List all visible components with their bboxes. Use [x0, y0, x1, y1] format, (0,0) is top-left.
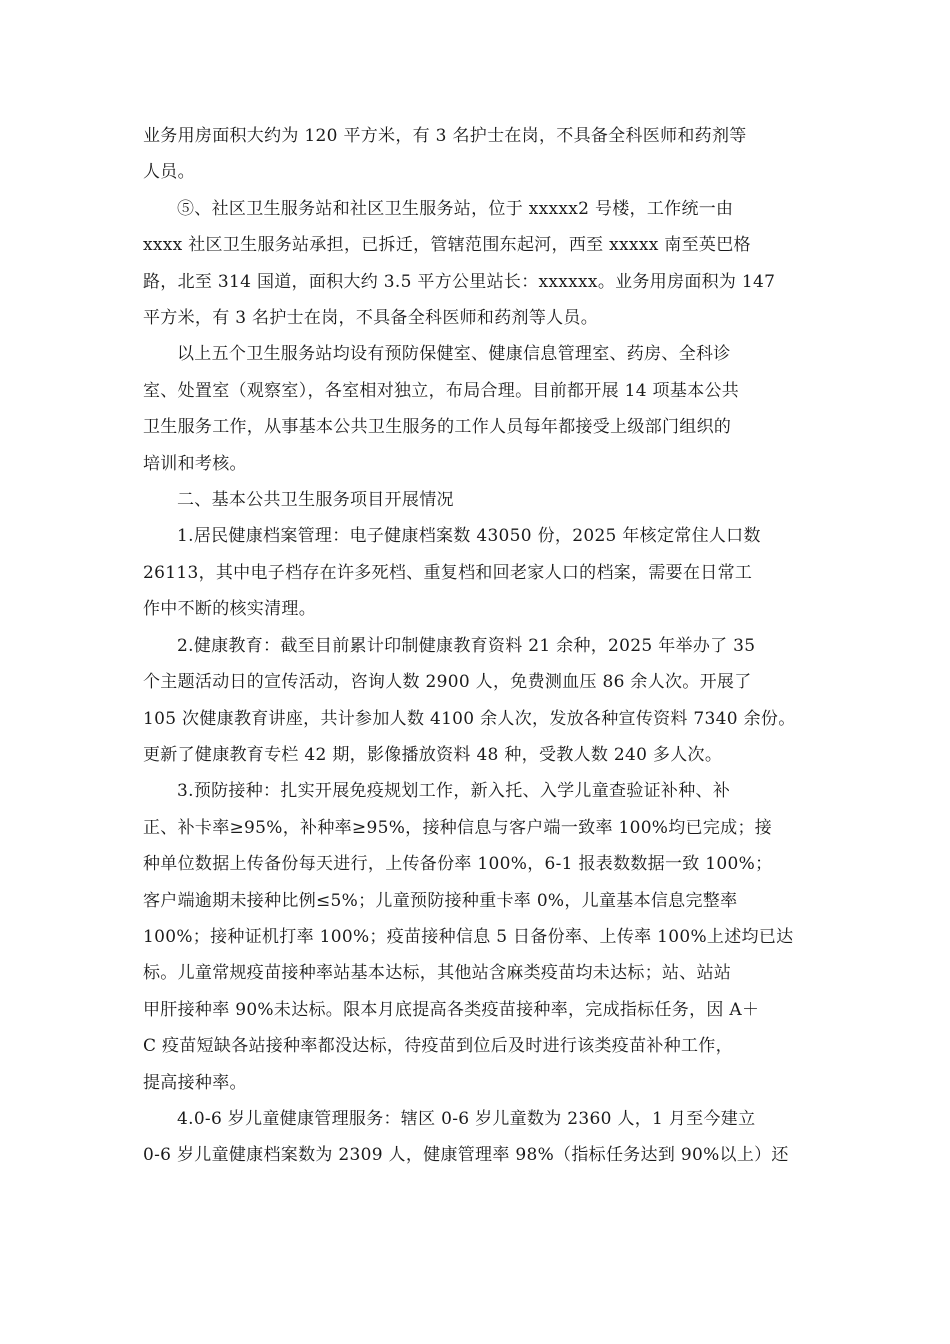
text-line: 1.居民健康档案管理：电子健康档案数 43050 份，2025 年核定常住人口数: [177, 526, 761, 547]
text-line: 个主题活动日的宣传活动，咨询人数 2900 人，免费测血压 86 余人次。开展了: [143, 672, 752, 693]
text-line: 业务用房面积大约为 120 平方米，有 3 名护士在岗，不具备全科医师和药剂等: [143, 126, 747, 146]
text-line: 100%；接种证机打率 100%；疫苗接种信息 5 日备份率、上传率 100%上述均已达: [143, 926, 794, 947]
text-line: 4.0-6 岁儿童健康管理服务：辖区 0-6 岁儿童数为 2360 人，1 月至今建立: [177, 1108, 756, 1129]
section-heading: [143, 482, 813, 518]
text-line: 3.预防接种：扎实开展免疫规划工作，新入托、入学儿童查验证补种、补: [177, 781, 731, 802]
document-page: [143, 118, 813, 1174]
text-line: 甲肝接种率 90%未达标。限本月底提高各类疫苗接种率，完成指标任务，因 A＋: [143, 999, 760, 1020]
text-line: 路，北至 314 国道，面积大约 3.5 平方公里站长：xxxxxx。业务用房面积为 147: [143, 271, 776, 292]
paragraph-2: [143, 191, 813, 337]
text-line: 二、基本公共卫生服务项目开展情况: [177, 490, 454, 511]
text-line: 26113，其中电子档存在许多死档、重复档和回老家人口的档案，需要在日常工: [143, 562, 753, 583]
text-line: 客户端逾期未接种比例≤5%；儿童预防接种重卡率 0%，儿童基本信息完整率: [143, 890, 738, 911]
text-line: 105 次健康教育讲座，共计参加人数 4100 余人次，发放各种宣传资料 7340 余份。: [143, 708, 796, 729]
text-line: 卫生服务工作，从事基本公共卫生服务的工作人员每年都接受上级部门组织的: [143, 417, 732, 438]
paragraph-7: [143, 773, 813, 1101]
text-line: 2.健康教育：截至目前累计印制健康教育资料 21 余种，2025 年举办了 35: [177, 635, 756, 656]
paragraph-6: [143, 628, 813, 774]
text-line: 室、处置室（观察室），各室相对独立，布局合理。目前都开展 14 项基本公共: [143, 380, 740, 401]
text-line: 标。儿童常规疫苗接种率站基本达标，其他站含麻类疫苗均未达标；站、站站: [143, 963, 732, 984]
text-line: 培训和考核。: [143, 453, 247, 474]
text-line: 作中不断的核实清理。: [143, 599, 316, 620]
text-line: 正、补卡率≥95%，补种率≥95%，接种信息与客户端一致率 100%均已完成；接: [143, 817, 773, 838]
paragraph-5: [143, 518, 813, 627]
text-line: xxxx 社区卫生服务站承担，已拆迁，管辖范围东起河，西至 xxxxx 南至英巴格: [143, 235, 751, 256]
paragraph-3: [143, 336, 813, 482]
paragraph-1: [143, 118, 813, 191]
text-line: ⑤、社区卫生服务站和社区卫生服务站，位于 xxxxx2 号楼，工作统一由: [177, 198, 734, 219]
text-line: 平方米，有 3 名护士在岗，不具备全科医师和药剂等人员。: [143, 308, 599, 329]
text-line: 提高接种率。: [143, 1072, 247, 1093]
text-line: 人员。: [143, 162, 195, 183]
text-line: 种单位数据上传备份每天进行，上传备份率 100%，6-1 报表数数据一致 100%；: [143, 854, 773, 875]
text-line: C 疫苗短缺各站接种率都没达标，待疫苗到位后及时进行该类疫苗补种工作，: [143, 1036, 733, 1057]
text-line: 0-6 岁儿童健康档案数为 2309 人，健康管理率 98%（指标任务达到 90%以上）还: [143, 1145, 789, 1166]
text-line: 以上五个卫生服务站均设有预防保健室、健康信息管理室、药房、全科诊: [177, 344, 731, 365]
paragraph-8: [143, 1101, 813, 1174]
text-line: 更新了健康教育专栏 42 期，影像播放资料 48 种，受教人数 240 多人次。: [143, 744, 723, 765]
